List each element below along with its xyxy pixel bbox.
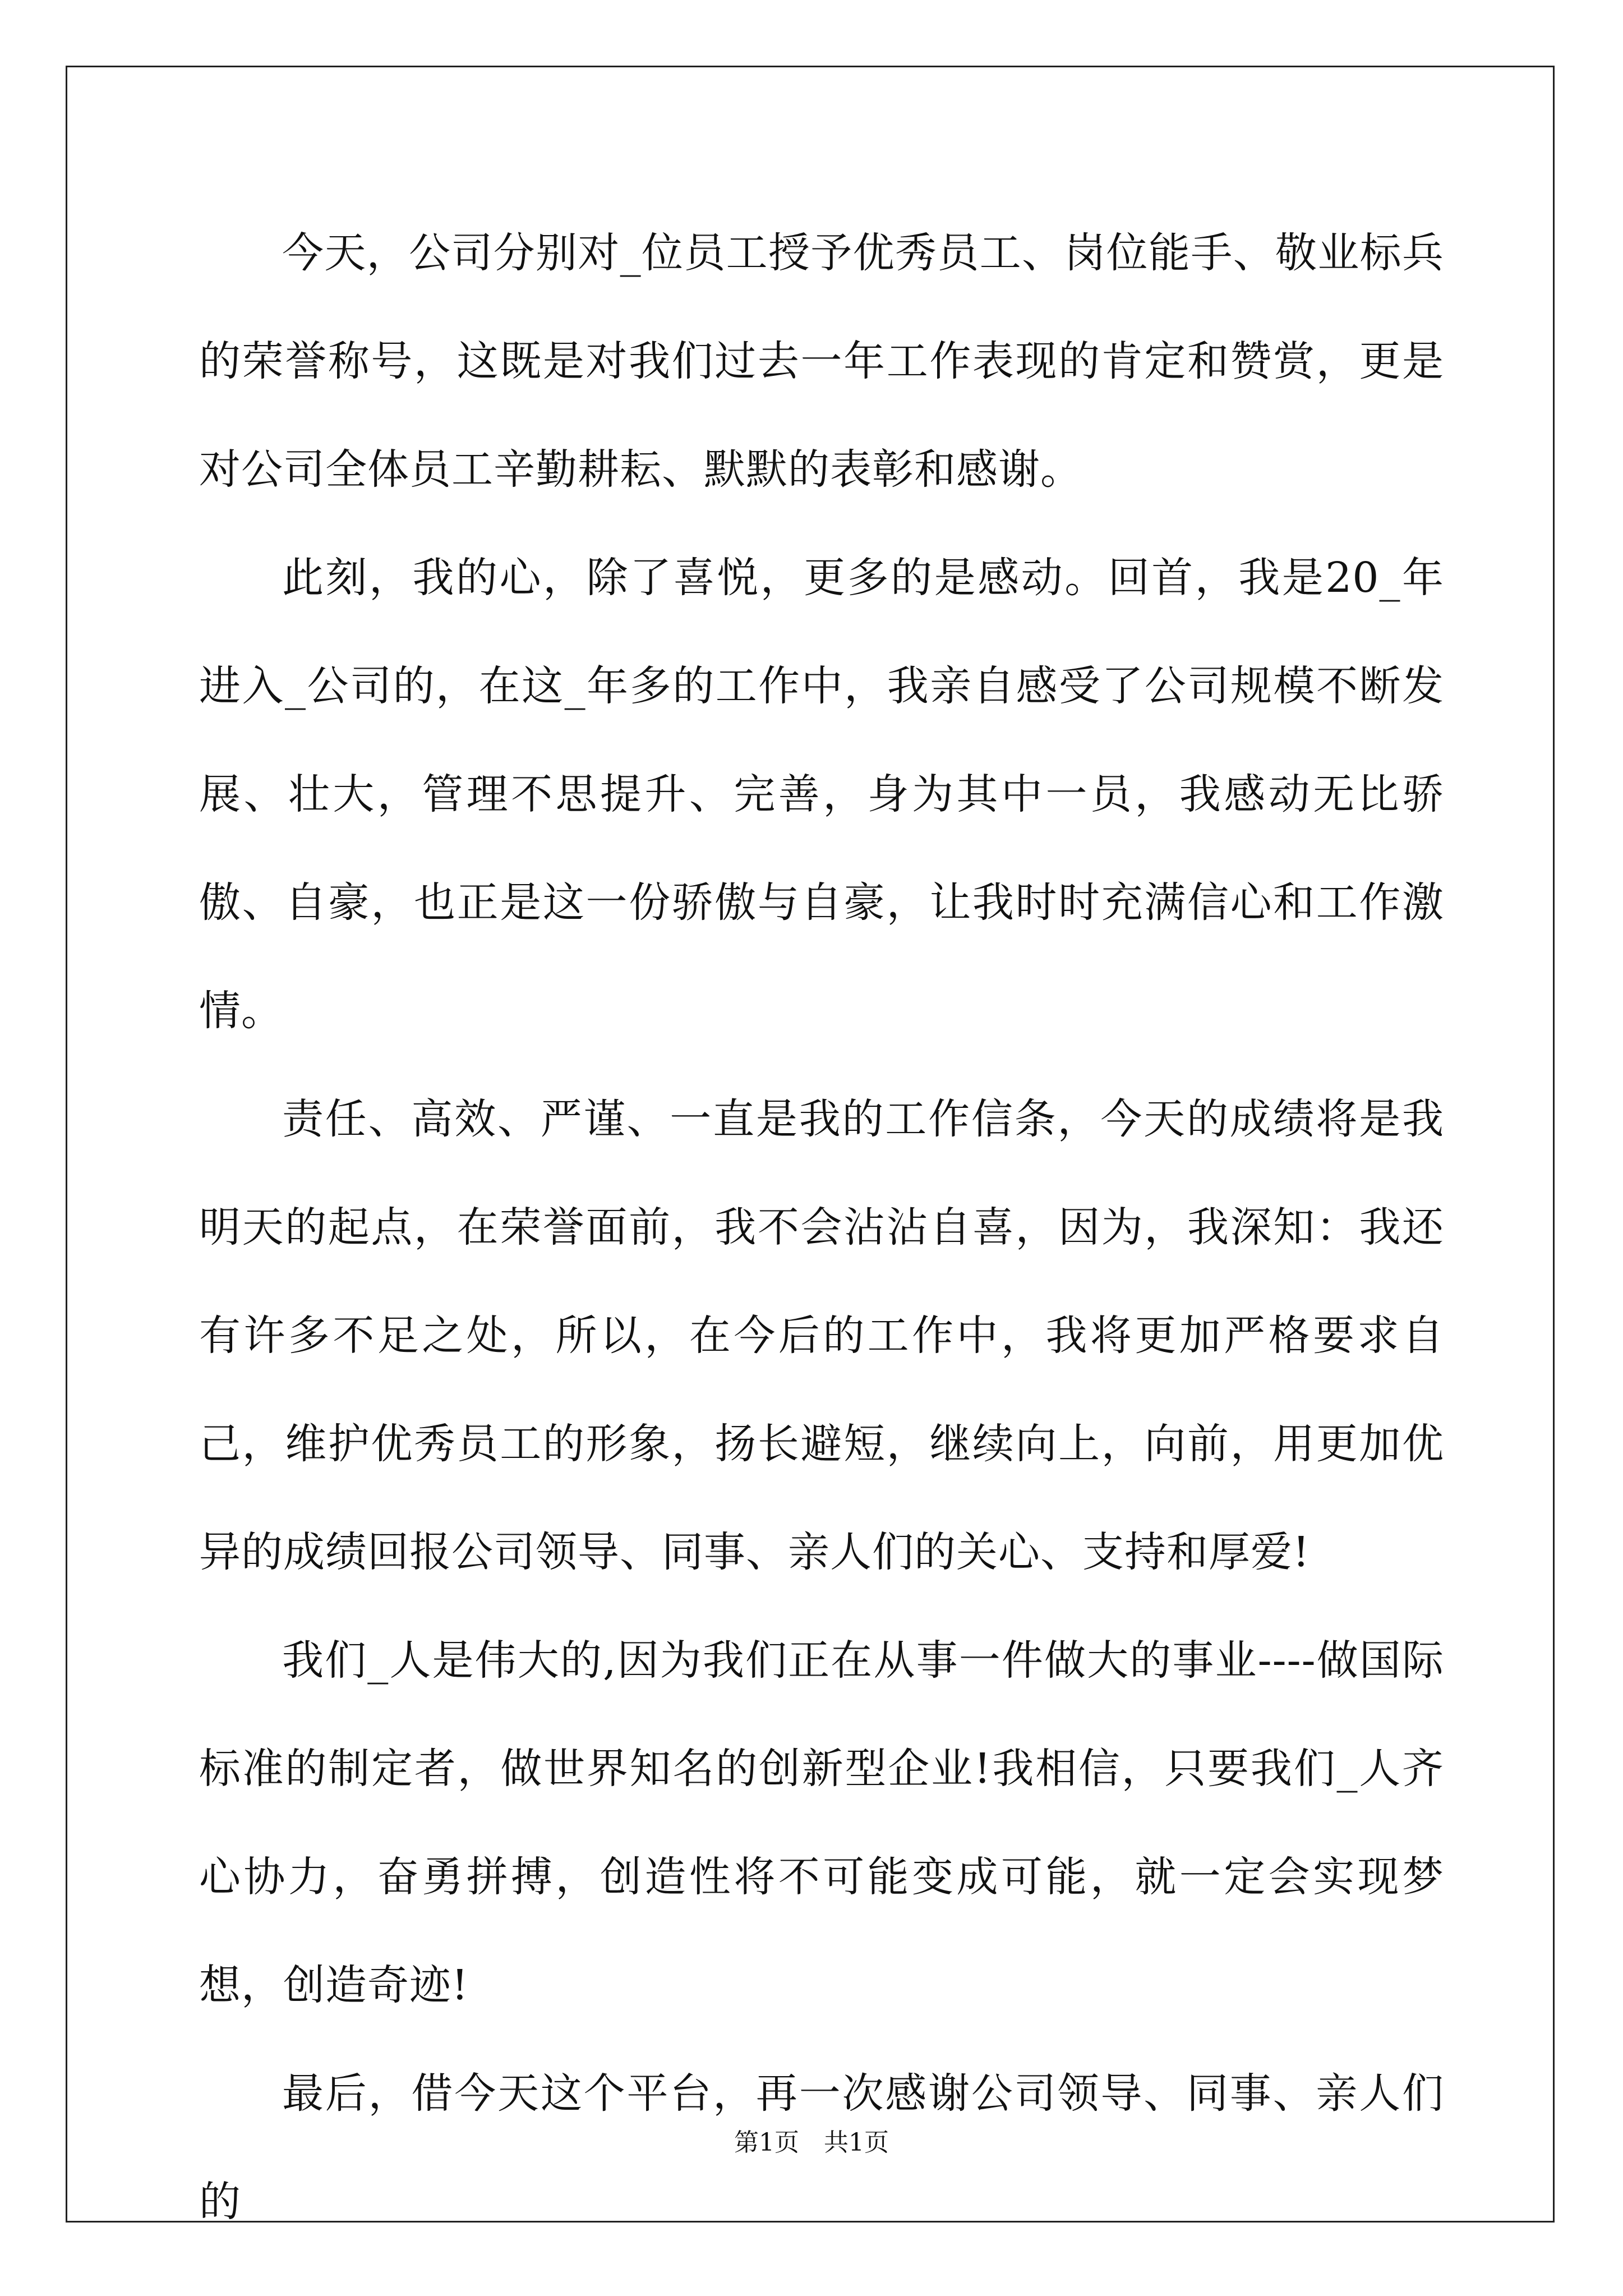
paragraph-2: 此刻，我的心，除了喜悦，更多的是感动。回首，我是20_年进入_公司的，在这_年多的工作中，我亲自感受了公司规模不断发展、壮大，管理不思提升、完善，身为其中一员，我感动无比骄傲、自豪，也正是这一份骄傲与自豪，让我时时充满信心和工作激情。	[199, 554, 1444, 1035]
document-body	[199, 199, 1444, 2256]
paragraph-1: 今天，公司分别对_位员工授予优秀员工、岗位能手、敬业标兵的荣誉称号，这既是对我们过去一年工作表现的肯定和赞赏，更是对公司全体员工辛勤耕耘、默默的表彰和感谢。	[199, 229, 1444, 494]
paragraph-5: 最后，借今天这个平台，再一次感谢公司领导、同事、亲人们的	[199, 2069, 1444, 2226]
page-number-footer: 第1页 共1页	[734, 2128, 889, 2157]
paragraph-3: 责任、高效、严谨、一直是我的工作信条，今天的成绩将是我明天的起点，在荣誉面前，我不会沾沾自喜，因为，我深知：我还有许多不足之处，所以，在今后的工作中，我将更加严格要求自己，维护优秀员工的形象，扬长避短，继续向上，向前，用更加优异的成绩回报公司领导、同事、亲人们的关心、支持和厚爱!	[199, 1095, 1444, 1576]
paragraph-4: 我们_人是伟大的,因为我们正在从事一件做大的事业----做国际标准的制定者，做世界知名的创新型企业!我相信，只要我们_人齐心协力，奋勇拼搏，创造性将不可能变成可能，就一定会实现梦想，创造奇迹!	[199, 1636, 1444, 2009]
